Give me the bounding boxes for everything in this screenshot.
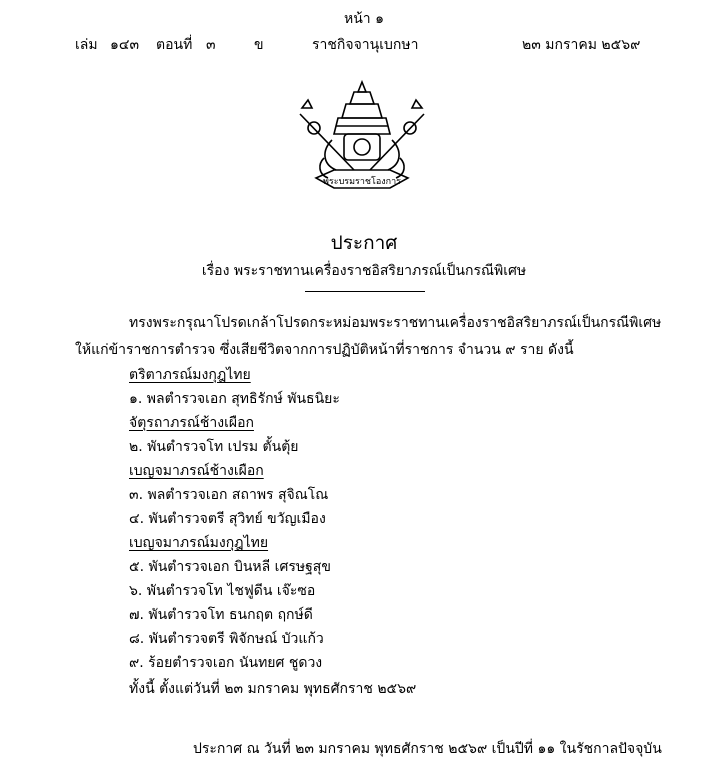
announcement-subject: เรื่อง พระราชทานเครื่องราชอิสริยาภรณ์เป็นกรณีพิเศษ: [201, 263, 527, 279]
recipient-item: ๖. พันตำรวจโท ไชฟูดีน เจ๊ะซอ: [129, 583, 316, 599]
intro-line-2: ให้แก่ข้าราชการตำรวจ ซึ่งเสียชีวิตจากการปฏิบัติหน้าที่ราชการ จำนวน ๙ ราย ดังนี้: [75, 342, 574, 358]
gazette-name: ราชกิจจานุเบกษา: [312, 37, 419, 53]
decoration-heading: จัตุรถาภรณ์ช้างเผือก: [129, 415, 254, 431]
volume-label: เล่ม: [75, 37, 98, 53]
recipient-item: ๔. พันตำรวจตรี สุวิทย์ ขวัญเมือง: [129, 511, 326, 527]
decoration-heading: เบญจมาภรณ์ช้างเผือก: [129, 463, 264, 479]
volume-number: ๑๔๓: [110, 37, 140, 53]
recipient-item: ๓. พลตำรวจเอก สถาพร สุจิณโณ: [129, 487, 329, 503]
recipient-item: ๑. พลตำรวจเอก สุทธิรักษ์ พันธนิยะ: [129, 391, 340, 407]
page-number: หน้า ๑: [344, 11, 384, 27]
header-date: ๒๓ มกราคม ๒๕๖๙: [522, 37, 641, 53]
effective-date: ทั้งนี้ ตั้งแต่วันที่ ๒๓ มกราคม พุทธศักราช ๒๕๖๙: [129, 681, 417, 697]
royal-emblem-icon: [288, 78, 436, 206]
recipient-item: ๒. พันตำรวจโท เปรม ตั้นตุ้ย: [129, 439, 299, 455]
part-letter: ข: [254, 37, 264, 53]
svg-text:พระบรมราชโองการ: พระบรมราชโองการ: [322, 177, 402, 187]
title-divider: [305, 291, 425, 292]
recipient-item: ๘. พันตำรวจตรี พิจักษณ์ บัวแก้ว: [129, 631, 324, 647]
decoration-heading: ตริตาภรณ์มงกุฎไทย: [129, 367, 251, 383]
intro-line-1: ทรงพระกรุณาโปรดเกล้าโปรดกระหม่อมพระราชทานเครื่องราชอิสริยาภรณ์เป็นกรณีพิเศษ: [129, 315, 662, 331]
section-label: ตอนที่: [156, 37, 193, 53]
section-number: ๓: [206, 37, 216, 53]
decoration-heading: เบญจมาภรณ์มงกุฎไทย: [129, 535, 269, 551]
recipient-item: ๕. พันตำรวจเอก บินหลี เศรษฐสุข: [129, 559, 331, 575]
recipient-item: ๗. พันตำรวจโท ธนกฤต ฤกษ์ดี: [129, 607, 313, 623]
announcement-title: ประกาศ: [330, 232, 398, 254]
recipient-item: ๙. ร้อยตำรวจเอก นันทยศ ชูดวง: [129, 655, 323, 671]
closing-statement: ประกาศ ณ วันที่ ๒๓ มกราคม พุทธศักราช ๒๕๖๙ เป็นปีที่ ๑๑ ในรัชกาลปัจจุบัน: [193, 741, 662, 757]
